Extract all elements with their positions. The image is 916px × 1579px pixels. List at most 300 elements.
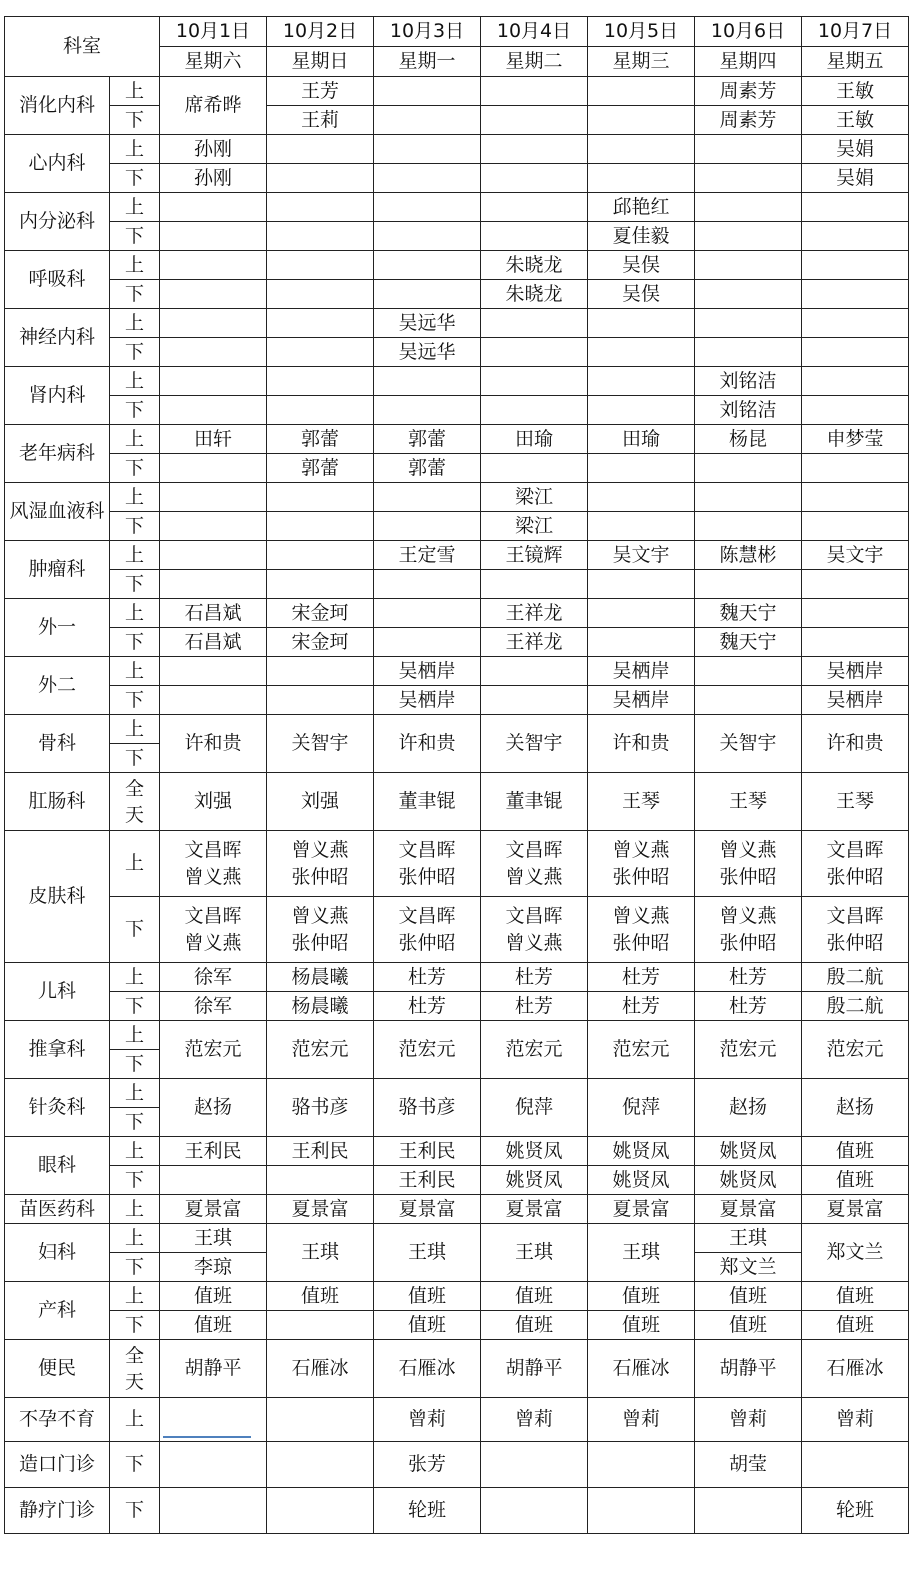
schedule-cell bbox=[160, 454, 267, 483]
schedule-cell bbox=[481, 164, 588, 193]
session-label: 上 bbox=[110, 1195, 160, 1224]
schedule-cell bbox=[267, 309, 374, 338]
header-weekday: 星期三 bbox=[588, 47, 695, 77]
schedule-cell: 关智宇 bbox=[695, 715, 802, 773]
schedule-cell bbox=[481, 222, 588, 251]
schedule-cell: 值班 bbox=[160, 1282, 267, 1311]
schedule-cell bbox=[160, 541, 267, 570]
schedule-cell bbox=[267, 396, 374, 425]
schedule-cell: 夏佳毅 bbox=[588, 222, 695, 251]
schedule-cell: 值班 bbox=[374, 1282, 481, 1311]
schedule-cell: 文昌晖 曾义燕 bbox=[481, 897, 588, 963]
schedule-cell bbox=[374, 570, 481, 599]
schedule-cell bbox=[160, 396, 267, 425]
schedule-cell: 徐军 bbox=[160, 992, 267, 1021]
table-row bbox=[5, 628, 909, 657]
schedule-cell: 夏景富 bbox=[267, 1195, 374, 1224]
schedule-cell: 值班 bbox=[588, 1282, 695, 1311]
schedule-cell bbox=[374, 599, 481, 628]
schedule-cell bbox=[160, 309, 267, 338]
schedule-cell bbox=[374, 280, 481, 309]
schedule-cell: 王琴 bbox=[802, 773, 909, 831]
schedule-cell: 值班 bbox=[160, 1311, 267, 1340]
table-row bbox=[5, 512, 909, 541]
schedule-cell: 吴文宇 bbox=[802, 541, 909, 570]
schedule-cell bbox=[374, 512, 481, 541]
schedule-cell: 范宏元 bbox=[160, 1021, 267, 1079]
schedule-cell: 曾义燕 张仲昭 bbox=[267, 897, 374, 963]
schedule-cell: 王琪 bbox=[374, 1224, 481, 1282]
session-label: 下 bbox=[110, 628, 160, 657]
department-name: 外二 bbox=[5, 657, 110, 715]
schedule-cell: 文昌晖 张仲昭 bbox=[374, 831, 481, 897]
session-label: 上 bbox=[110, 831, 160, 897]
session-label: 下 bbox=[110, 570, 160, 599]
schedule-cell: 许和贵 bbox=[802, 715, 909, 773]
schedule-cell: 杜芳 bbox=[374, 992, 481, 1021]
table-row bbox=[5, 106, 909, 135]
schedule-cell: 朱晓龙 bbox=[481, 251, 588, 280]
department-name: 妇科 bbox=[5, 1224, 110, 1282]
table-row bbox=[5, 1137, 909, 1166]
schedule-cell: 姚贤凤 bbox=[481, 1137, 588, 1166]
schedule-cell: 周素芳 bbox=[695, 106, 802, 135]
schedule-cell: 吴俣 bbox=[588, 280, 695, 309]
schedule-cell bbox=[588, 77, 695, 106]
schedule-cell: 值班 bbox=[802, 1311, 909, 1340]
schedule-cell: 文昌晖 曾义燕 bbox=[160, 831, 267, 897]
schedule-cell bbox=[802, 483, 909, 512]
session-label: 下 bbox=[110, 1311, 160, 1340]
session-label: 下 bbox=[110, 744, 160, 773]
department-name: 骨科 bbox=[5, 715, 110, 773]
header-weekday: 星期二 bbox=[481, 47, 588, 77]
session-label: 下 bbox=[110, 512, 160, 541]
schedule-cell: 吴俣 bbox=[588, 251, 695, 280]
session-label: 下 bbox=[110, 222, 160, 251]
schedule-cell: 陈慧彬 bbox=[695, 541, 802, 570]
schedule-cell bbox=[695, 338, 802, 367]
schedule-cell: 王琪 bbox=[160, 1224, 267, 1253]
schedule-cell bbox=[802, 1442, 909, 1488]
schedule-cell: 夏景富 bbox=[588, 1195, 695, 1224]
table-row bbox=[5, 963, 909, 992]
schedule-cell bbox=[374, 106, 481, 135]
schedule-cell bbox=[160, 280, 267, 309]
schedule-cell: 曾义燕 张仲昭 bbox=[588, 831, 695, 897]
schedule-cell: 杜芳 bbox=[588, 992, 695, 1021]
schedule-cell bbox=[160, 1398, 267, 1442]
schedule-cell bbox=[267, 193, 374, 222]
session-label: 下 bbox=[110, 1488, 160, 1534]
schedule-cell: 石雁冰 bbox=[374, 1340, 481, 1398]
header-weekday: 星期五 bbox=[802, 47, 909, 77]
table-row bbox=[5, 425, 909, 454]
schedule-cell: 赵扬 bbox=[802, 1079, 909, 1137]
schedule-cell bbox=[481, 657, 588, 686]
schedule-cell bbox=[267, 338, 374, 367]
schedule-cell: 殷二航 bbox=[802, 963, 909, 992]
schedule-cell: 吴栖岸 bbox=[374, 686, 481, 715]
schedule-cell bbox=[802, 280, 909, 309]
schedule-cell: 夏景富 bbox=[374, 1195, 481, 1224]
schedule-cell bbox=[802, 512, 909, 541]
schedule-cell bbox=[588, 367, 695, 396]
schedule-cell: 郭蕾 bbox=[267, 454, 374, 483]
session-label: 上 bbox=[110, 657, 160, 686]
schedule-cell bbox=[588, 135, 695, 164]
schedule-cell bbox=[695, 309, 802, 338]
session-label: 下 bbox=[110, 686, 160, 715]
schedule-cell: 曾义燕 张仲昭 bbox=[267, 831, 374, 897]
schedule-cell: 值班 bbox=[588, 1311, 695, 1340]
schedule-cell bbox=[802, 222, 909, 251]
department-name: 风湿血液科 bbox=[5, 483, 110, 541]
table-row bbox=[5, 164, 909, 193]
schedule-cell: 曾莉 bbox=[695, 1398, 802, 1442]
schedule-cell: 吴娟 bbox=[802, 135, 909, 164]
table-row bbox=[5, 309, 909, 338]
header-date: 10月1日 bbox=[160, 17, 267, 47]
schedule-cell: 文昌晖 曾义燕 bbox=[160, 897, 267, 963]
schedule-cell: 刘强 bbox=[267, 773, 374, 831]
table-row bbox=[5, 570, 909, 599]
schedule-cell: 许和贵 bbox=[374, 715, 481, 773]
schedule-cell bbox=[267, 541, 374, 570]
schedule-cell: 董聿锟 bbox=[481, 773, 588, 831]
table-row bbox=[5, 686, 909, 715]
schedule-cell: 徐军 bbox=[160, 963, 267, 992]
schedule-cell bbox=[267, 1166, 374, 1195]
schedule-cell bbox=[481, 1442, 588, 1488]
table-row bbox=[5, 454, 909, 483]
schedule-cell bbox=[374, 251, 481, 280]
schedule-cell: 申梦莹 bbox=[802, 425, 909, 454]
schedule-cell bbox=[267, 1488, 374, 1534]
table-row bbox=[5, 1224, 909, 1253]
schedule-cell: 杜芳 bbox=[695, 963, 802, 992]
session-label: 下 bbox=[110, 106, 160, 135]
session-label: 下 bbox=[110, 1166, 160, 1195]
schedule-cell bbox=[802, 338, 909, 367]
table-row bbox=[5, 773, 909, 831]
schedule-cell: 骆书彦 bbox=[267, 1079, 374, 1137]
schedule-cell: 值班 bbox=[267, 1282, 374, 1311]
table-row bbox=[5, 1311, 909, 1340]
schedule-cell: 值班 bbox=[481, 1282, 588, 1311]
session-label: 上 bbox=[110, 483, 160, 512]
schedule-cell bbox=[481, 193, 588, 222]
table-row bbox=[5, 599, 909, 628]
schedule-cell: 吴栖岸 bbox=[588, 657, 695, 686]
schedule-cell: 曾莉 bbox=[802, 1398, 909, 1442]
session-label: 上 bbox=[110, 963, 160, 992]
schedule-cell bbox=[374, 367, 481, 396]
session-label: 上 bbox=[110, 77, 160, 106]
table-row bbox=[5, 483, 909, 512]
schedule-cell bbox=[695, 686, 802, 715]
schedule-cell: 王利民 bbox=[374, 1166, 481, 1195]
schedule-cell: 值班 bbox=[695, 1282, 802, 1311]
department-name: 心内科 bbox=[5, 135, 110, 193]
schedule-cell: 曾义燕 张仲昭 bbox=[695, 831, 802, 897]
schedule-cell bbox=[160, 251, 267, 280]
schedule-cell bbox=[267, 686, 374, 715]
schedule-cell: 许和贵 bbox=[160, 715, 267, 773]
schedule-cell: 刘铭洁 bbox=[695, 367, 802, 396]
department-name: 儿科 bbox=[5, 963, 110, 1021]
department-name: 肾内科 bbox=[5, 367, 110, 425]
schedule-cell bbox=[160, 657, 267, 686]
schedule-cell bbox=[267, 164, 374, 193]
schedule-cell: 刘强 bbox=[160, 773, 267, 831]
schedule-cell: 杜芳 bbox=[588, 963, 695, 992]
department-name: 呼吸科 bbox=[5, 251, 110, 309]
schedule-cell: 席希晔 bbox=[160, 77, 267, 135]
schedule-cell: 值班 bbox=[695, 1311, 802, 1340]
schedule-cell: 姚贤凤 bbox=[588, 1137, 695, 1166]
table-row bbox=[5, 1340, 909, 1398]
table-row bbox=[5, 367, 909, 396]
session-label: 下 bbox=[110, 454, 160, 483]
department-name: 老年病科 bbox=[5, 425, 110, 483]
schedule-cell: 关智宇 bbox=[267, 715, 374, 773]
schedule-cell bbox=[695, 280, 802, 309]
table-row bbox=[5, 251, 909, 280]
schedule-cell bbox=[481, 570, 588, 599]
header-date: 10月7日 bbox=[802, 17, 909, 47]
schedule-cell bbox=[802, 599, 909, 628]
table-row bbox=[5, 1021, 909, 1050]
table-row bbox=[5, 338, 909, 367]
schedule-cell bbox=[588, 1442, 695, 1488]
schedule-cell: 值班 bbox=[802, 1137, 909, 1166]
schedule-cell bbox=[695, 164, 802, 193]
table-row bbox=[5, 657, 909, 686]
session-label: 上 bbox=[110, 1079, 160, 1108]
schedule-cell: 魏天宁 bbox=[695, 599, 802, 628]
schedule-cell: 王利民 bbox=[160, 1137, 267, 1166]
schedule-cell: 郑文兰 bbox=[695, 1253, 802, 1282]
schedule-cell: 刘铭洁 bbox=[695, 396, 802, 425]
session-label: 上 bbox=[110, 1398, 160, 1442]
schedule-cell bbox=[588, 628, 695, 657]
session-label: 下 bbox=[110, 396, 160, 425]
schedule-cell: 文昌晖 张仲昭 bbox=[802, 897, 909, 963]
table-row bbox=[5, 77, 909, 106]
schedule-cell bbox=[802, 454, 909, 483]
schedule-cell bbox=[695, 222, 802, 251]
schedule-cell: 吴栖岸 bbox=[588, 686, 695, 715]
header-corner: 科室 bbox=[5, 17, 160, 77]
session-label: 上 bbox=[110, 425, 160, 454]
schedule-cell bbox=[588, 106, 695, 135]
department-name: 便民 bbox=[5, 1340, 110, 1398]
schedule-cell bbox=[374, 164, 481, 193]
header-date: 10月5日 bbox=[588, 17, 695, 47]
schedule-cell bbox=[481, 77, 588, 106]
schedule-cell bbox=[481, 686, 588, 715]
schedule-cell: 曾莉 bbox=[481, 1398, 588, 1442]
schedule-cell: 石昌斌 bbox=[160, 599, 267, 628]
schedule-cell: 曾义燕 张仲昭 bbox=[588, 897, 695, 963]
schedule-cell bbox=[802, 251, 909, 280]
schedule-cell bbox=[588, 396, 695, 425]
session-label: 上 bbox=[110, 1224, 160, 1253]
header-weekday: 星期日 bbox=[267, 47, 374, 77]
schedule-cell bbox=[695, 483, 802, 512]
schedule-cell: 杜芳 bbox=[695, 992, 802, 1021]
table-row bbox=[5, 831, 909, 897]
schedule-cell bbox=[695, 1488, 802, 1534]
schedule-cell: 石雁冰 bbox=[267, 1340, 374, 1398]
schedule-cell: 王定雪 bbox=[374, 541, 481, 570]
department-name: 肛肠科 bbox=[5, 773, 110, 831]
session-label: 下 bbox=[110, 164, 160, 193]
schedule-cell: 朱晓龙 bbox=[481, 280, 588, 309]
schedule-cell bbox=[160, 1166, 267, 1195]
schedule-cell: 董聿锟 bbox=[374, 773, 481, 831]
table-row bbox=[5, 715, 909, 744]
session-label: 下 bbox=[110, 280, 160, 309]
schedule-cell: 宋金珂 bbox=[267, 628, 374, 657]
schedule-cell: 宋金珂 bbox=[267, 599, 374, 628]
schedule-cell bbox=[267, 512, 374, 541]
schedule-cell bbox=[160, 222, 267, 251]
table-row bbox=[5, 1398, 909, 1442]
schedule-cell: 姚贤凤 bbox=[588, 1166, 695, 1195]
schedule-cell: 魏天宁 bbox=[695, 628, 802, 657]
schedule-cell: 邱艳红 bbox=[588, 193, 695, 222]
schedule-cell bbox=[160, 338, 267, 367]
schedule-cell: 王琪 bbox=[588, 1224, 695, 1282]
schedule-cell bbox=[267, 657, 374, 686]
department-name: 神经内科 bbox=[5, 309, 110, 367]
schedule-cell bbox=[481, 367, 588, 396]
schedule-cell: 郭蕾 bbox=[374, 425, 481, 454]
session-label: 上 bbox=[110, 541, 160, 570]
schedule-cell: 殷二航 bbox=[802, 992, 909, 1021]
schedule-cell bbox=[802, 367, 909, 396]
schedule-cell: 杨晨曦 bbox=[267, 963, 374, 992]
schedule-cell bbox=[267, 1311, 374, 1340]
schedule-cell bbox=[267, 367, 374, 396]
schedule-cell bbox=[481, 135, 588, 164]
schedule-cell: 夏景富 bbox=[802, 1195, 909, 1224]
schedule-cell: 值班 bbox=[481, 1311, 588, 1340]
schedule-cell: 值班 bbox=[802, 1166, 909, 1195]
session-label: 上 bbox=[110, 715, 160, 744]
header-date: 10月4日 bbox=[481, 17, 588, 47]
schedule-cell: 值班 bbox=[802, 1282, 909, 1311]
schedule-cell: 石雁冰 bbox=[588, 1340, 695, 1398]
schedule-cell: 范宏元 bbox=[588, 1021, 695, 1079]
schedule-cell: 骆书彦 bbox=[374, 1079, 481, 1137]
schedule-cell bbox=[267, 570, 374, 599]
department-name: 产科 bbox=[5, 1282, 110, 1340]
header-date: 10月3日 bbox=[374, 17, 481, 47]
schedule-cell: 王芳 bbox=[267, 77, 374, 106]
schedule-cell bbox=[481, 1488, 588, 1534]
session-label: 上 bbox=[110, 193, 160, 222]
table-row bbox=[5, 222, 909, 251]
schedule-cell: 王琪 bbox=[267, 1224, 374, 1282]
schedule-cell: 曾莉 bbox=[588, 1398, 695, 1442]
schedule-cell bbox=[267, 251, 374, 280]
schedule-cell: 王敏 bbox=[802, 106, 909, 135]
header-row-dates bbox=[5, 17, 909, 47]
schedule-cell: 郭蕾 bbox=[267, 425, 374, 454]
schedule-cell: 王镜辉 bbox=[481, 541, 588, 570]
schedule-cell bbox=[695, 570, 802, 599]
schedule-cell: 王琴 bbox=[695, 773, 802, 831]
schedule-cell: 梁江 bbox=[481, 512, 588, 541]
table-row bbox=[5, 135, 909, 164]
schedule-cell: 石雁冰 bbox=[802, 1340, 909, 1398]
session-label: 上 bbox=[110, 1021, 160, 1050]
schedule-cell bbox=[160, 193, 267, 222]
department-name: 推拿科 bbox=[5, 1021, 110, 1079]
session-label: 下 bbox=[110, 897, 160, 963]
schedule-cell: 吴文宇 bbox=[588, 541, 695, 570]
schedule-cell: 王利民 bbox=[267, 1137, 374, 1166]
schedule-cell: 文昌晖 张仲昭 bbox=[802, 831, 909, 897]
schedule-cell: 吴娟 bbox=[802, 164, 909, 193]
schedule-cell: 杨昆 bbox=[695, 425, 802, 454]
schedule-cell bbox=[374, 628, 481, 657]
schedule-cell: 轮班 bbox=[374, 1488, 481, 1534]
table-row bbox=[5, 1166, 909, 1195]
header-weekday: 星期四 bbox=[695, 47, 802, 77]
schedule-cell: 轮班 bbox=[802, 1488, 909, 1534]
schedule-cell bbox=[267, 280, 374, 309]
table-row bbox=[5, 193, 909, 222]
session-label: 下 bbox=[110, 338, 160, 367]
schedule-cell: 姚贤凤 bbox=[695, 1166, 802, 1195]
schedule-cell: 吴栖岸 bbox=[802, 657, 909, 686]
schedule-cell bbox=[481, 454, 588, 483]
session-label: 下 bbox=[110, 992, 160, 1021]
schedule-cell bbox=[802, 309, 909, 338]
schedule-cell bbox=[267, 1442, 374, 1488]
schedule-cell: 王利民 bbox=[374, 1137, 481, 1166]
schedule-cell: 文昌晖 曾义燕 bbox=[481, 831, 588, 897]
department-name: 外一 bbox=[5, 599, 110, 657]
schedule-cell: 石昌斌 bbox=[160, 628, 267, 657]
schedule-cell: 杜芳 bbox=[481, 992, 588, 1021]
schedule-cell: 许和贵 bbox=[588, 715, 695, 773]
schedule-cell: 田瑜 bbox=[588, 425, 695, 454]
schedule-cell bbox=[588, 570, 695, 599]
schedule-cell: 吴远华 bbox=[374, 338, 481, 367]
schedule-cell: 曾义燕 张仲昭 bbox=[695, 897, 802, 963]
department-name: 皮肤科 bbox=[5, 831, 110, 963]
schedule-cell bbox=[481, 338, 588, 367]
table-row bbox=[5, 1195, 909, 1224]
schedule-cell: 吴远华 bbox=[374, 309, 481, 338]
schedule-cell bbox=[695, 512, 802, 541]
schedule-cell: 姚贤凤 bbox=[481, 1166, 588, 1195]
schedule-cell: 夏景富 bbox=[695, 1195, 802, 1224]
schedule-cell: 吴栖岸 bbox=[374, 657, 481, 686]
schedule-cell bbox=[160, 512, 267, 541]
schedule-cell: 倪萍 bbox=[481, 1079, 588, 1137]
schedule-cell bbox=[802, 628, 909, 657]
schedule-cell: 杜芳 bbox=[374, 963, 481, 992]
table-row bbox=[5, 1442, 909, 1488]
department-name: 静疗门诊 bbox=[5, 1488, 110, 1534]
schedule-cell bbox=[695, 454, 802, 483]
